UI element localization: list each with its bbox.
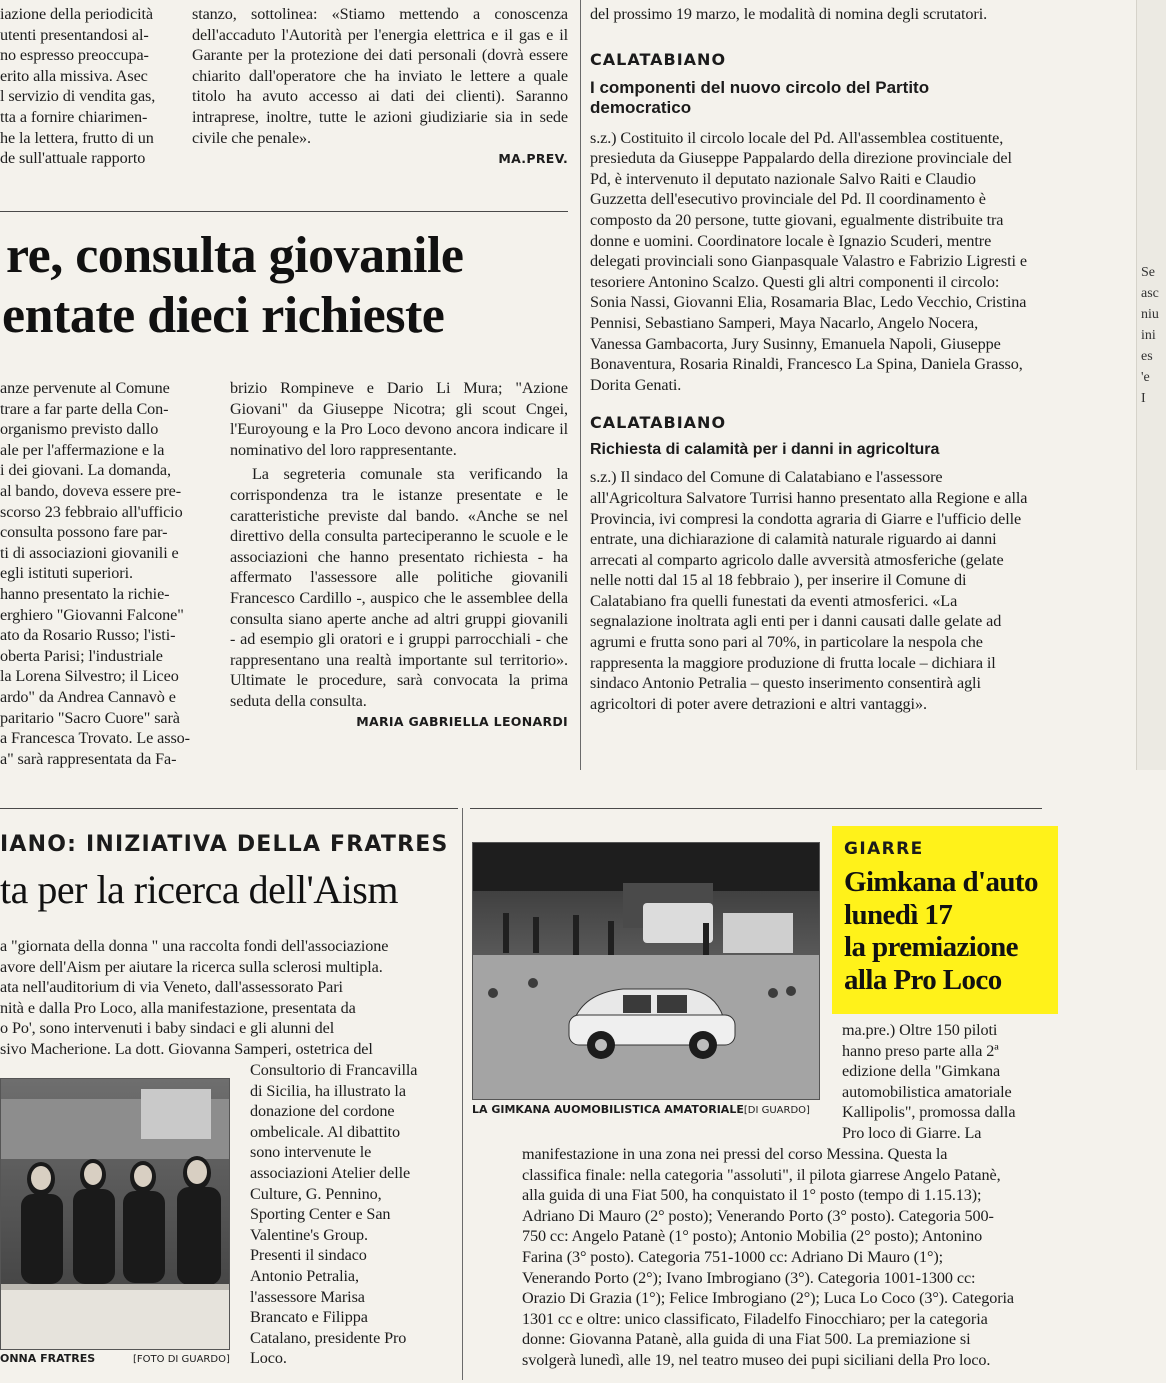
edge-fragment: 'e xyxy=(1141,370,1150,385)
text-line: Kallipolis", promossa dalla xyxy=(842,1103,1016,1122)
text-line: Presenti il sindaco xyxy=(250,1246,367,1265)
gimkana-headline-box xyxy=(832,826,1058,1014)
text-line: Pro loco di Giarre. La xyxy=(842,1123,982,1142)
text-line: a Francesca Trovato. Le asso- xyxy=(0,729,190,748)
text-line: organismo previsto dallo xyxy=(0,420,159,439)
top-divider xyxy=(0,211,568,212)
gimkana-kicker: GIARRE xyxy=(844,839,924,859)
edge-fragment: es xyxy=(1141,349,1153,364)
consulta-headline-line1: re, consulta giovanile xyxy=(6,227,464,284)
text-line: Culture, G. Pennino, xyxy=(250,1184,382,1203)
top-col2-signature: MA.PREV. xyxy=(498,151,568,167)
text-line: egli istituti superiori. xyxy=(0,564,133,583)
text-line: ombelicale. Al dibattito xyxy=(250,1122,400,1141)
text-line: 1301 cc e oltre: unico classificato, Filadelfo Finocchiaro; per la categoria xyxy=(522,1309,988,1328)
text-line: oberta Parisi; l'industriale xyxy=(0,646,163,665)
right-intro-text: del prossimo 19 marzo, le modalità di nomina degli scrutatori. xyxy=(590,5,988,23)
text-line: consulta possono fare par- xyxy=(0,523,168,542)
text-line: classifica finale: nella categoria "assoluti", il pilota giarrese Angelo Patanè, xyxy=(522,1165,1001,1184)
text-line: sivo Macherione. La dott. Giovanna Samperi, ostetrica del xyxy=(0,1039,373,1058)
gimkana-headline-line: Gimkana d'auto xyxy=(844,866,1038,898)
text-line: Catalano, presidente Pro xyxy=(250,1328,407,1347)
text-line: avore dell'Aism per aiutare la ricerca sulla sclerosi multipla. xyxy=(0,957,383,976)
top-col2-text: stanzo, sottolinea: «Stiamo mettendo a conoscenza dell'accaduto l'Autorità per l'energia elettrica e il gas e il Garante per la protezione dei dati personali (dovrà essere chiarito dall'operatore che ha inviato le lettere a quale titolo ha avuto accesso ai dati dei clienti). Saranno intraprese, inoltre, tutte le azioni giudiziarie sia in sede civile che penale». xyxy=(192,5,568,147)
text-line: svolgerà lunedì, alle 19, nel teatro museo dei pupi siciliani della Pro loco. xyxy=(522,1350,991,1369)
gimkana-photo xyxy=(472,842,820,1100)
text-line: scorso 23 febbraio all'ufficio xyxy=(0,502,183,521)
text-line: ato da Rosario Russo; l'isti- xyxy=(0,626,176,645)
edge-fragment: asc xyxy=(1141,286,1159,301)
text-line: al bando, doveva essere pre- xyxy=(0,481,182,500)
text-line: associazioni Atelier delle xyxy=(250,1163,411,1182)
fratres-photo-image xyxy=(1,1079,229,1349)
pd-text: s.z.) Costituito il circolo locale del Pd. All'assemblea costituente, presieduta da Giuseppe Pappalardo della direzione provinciale del Pd, è intervenuto il deputato nazionale Salvo Raiti e Claudio Guzzetta dell'esecutivo provinciale del Pd. Il coordinamento è composto da 20 persone, tutte giovani, egualmente distribuite tra donne e uomini. Coordinatore locale è Ignazio Scuderi, mentre delegati provinciali sono Gianpasquale Valastro e Fabrizio Ligresti e tesoriere Antonino Scalzo. Questi gli altri componenti il circolo: Sonia Nassi, Giovanni Elia, Rosamaria Blac, Ledo Vecchio, Cristina Pennisi, Sebastiano Samperi, Maya Nacarlo, Angelo Nocera, Vanessa Gambacorta, Jury Susinny, Emanuela Napoli, Giuseppe Bonaventura, Rosaria Rinaldi, Francesco La Spina, Daniela Grasso, Dorita Genati. xyxy=(590,128,1027,394)
calamita-text: s.z.) Il sindaco del Comune di Calatabiano e l'assessore all'Agricoltura Salvatore Turrisi hanno presentato alla Regione e alla Provincia, ivi compresi la condotta agraria di Giarre e l'ufficio delle entrate, una dichiarazione di calamità naturale riguardo ai danni arrecati al comparto agricolo dalle avversità atmosferiche (gelate nelle notti dal 15 al 18 febbraio ), per inserire il Comune di Calatabiano fra quelli funestati da eventi atmosferici. «La segnalazione inoltrata agli enti per i danni causati dalle gelate ad agrumi e frutta sono pari al 70%, in particolare la nespola che rappresenta la maggiore produzione di frutta locale – dichiara il sindaco Antonio Petralia – questo inserimento consentirà agli agricoltori di poter avere detrazioni e altri vantaggi». xyxy=(590,468,1028,713)
text-line: hanno presentato la richie- xyxy=(0,584,170,603)
text-line: paritario "Sacro Cuore" sarà xyxy=(0,708,180,727)
fratres-photo xyxy=(0,1078,230,1350)
text-line: Valentine's Group. xyxy=(250,1225,369,1244)
fratres-text-full xyxy=(0,936,458,1060)
edge-fragment: ini xyxy=(1141,328,1156,343)
text-line: sono intervenute le xyxy=(250,1143,372,1162)
top-col2-article xyxy=(192,4,568,166)
gimkana-headline-line: lunedì 17 xyxy=(844,898,953,931)
bottom-divider xyxy=(0,808,458,809)
gimkana-caption-credit: [DI GUARDO] xyxy=(743,1105,810,1116)
text-line: Brancato e Filippa xyxy=(250,1308,368,1327)
gimkana-headline xyxy=(844,866,1038,996)
text-line: he la lettera, frutto di un xyxy=(0,128,154,147)
consulta-headline-line2: entate dieci richieste xyxy=(2,287,445,344)
text-line: hanno preso parte alla 2ª xyxy=(842,1041,999,1060)
text-line: trare a far parte della Con- xyxy=(0,399,169,418)
consulta-col2-para1: brizio Rompineve e Dario Li Mura; "Azione Giovani" da Giuseppe Nicotra; gli scout Cngei, l'Euroyoung e la Pro Loco devono ancora indicare il nominativo del loro rappresentante. xyxy=(230,379,568,459)
edge-fragment: I xyxy=(1141,391,1146,406)
text-line: Antonio Petralia, xyxy=(250,1266,359,1285)
consulta-headline xyxy=(0,226,568,346)
text-line: erghiero "Giovanni Falcone" xyxy=(0,605,184,624)
gimkana-photo-image xyxy=(473,843,819,1099)
text-line: ale per l'affermazione e la xyxy=(0,440,165,459)
text-line: iazione della periodicità xyxy=(0,5,154,23)
text-line: di Sicilia, ha illustrato la xyxy=(250,1081,406,1100)
text-line: nità e dalla Pro Loco, alla manifestazione, presentata da xyxy=(0,998,356,1017)
text-line: ata nell'auditorium di via Veneto, dall'assessorato Pari xyxy=(0,978,343,997)
text-line: la Lorena Silvestro; il Liceo xyxy=(0,667,179,686)
consulta-signature: MARIA GABRIELLA LEONARDI xyxy=(356,713,568,729)
fratres-caption-text: ONNA FRATRES xyxy=(0,1352,96,1365)
text-line: a "giornata della donna " una raccolta fondi dell'associazione xyxy=(0,937,389,955)
consulta-col2-para2: La segreteria comunale sta verificando la corrispondenza tra le istanze presentate e le caratteristiche previste dal bando. «Anche se nel direttivo della consulta parteciperanno le scuole e le associazioni che hanno presentato richiesta - ha affermato l'assessore alle politiche giovanili Francesco Cardillo -, auspico che le assemblee della consulta siano aperte anche ad altri gruppi giovanili - ad esempio gli oratori e i gruppi parrocchiali - che rappresentano una realtà importante sul territorio». Ultimate le procedure, sarà convocata la prima seduta della consulta. xyxy=(230,465,568,710)
text-line: de sull'attuale rapporto xyxy=(0,149,146,168)
text-line: donazione del cordone xyxy=(250,1102,395,1121)
fratres-text-narrow xyxy=(250,1060,460,1369)
top-col1-text xyxy=(0,4,172,169)
calamita-title: Richiesta di calamità per i danni in agricoltura xyxy=(590,441,940,459)
torn-edge xyxy=(1136,0,1166,770)
text-line: anze pervenute al Comune xyxy=(0,379,170,397)
text-line: tta a fornire chiarimen- xyxy=(0,107,148,126)
gimkana-caption-text: LA GIMKANA AUOMOBILISTICA AMATORIALE xyxy=(472,1103,744,1116)
text-line: Adriano Di Mauro (2° posto); Venerando Porto (3° posto). Categoria 500- xyxy=(522,1206,994,1225)
bottom-divider-right xyxy=(470,808,1042,809)
text-line: Orazio Di Grazia (1°); Felice Imbrogiano (2°); Luca Lo Coco (3°). Categoria xyxy=(522,1289,1014,1308)
text-line: i dei giovani. La domanda, xyxy=(0,461,171,480)
text-line: 750 cc: Angelo Patanè (1° posto); Antonio Mobilia (2° posto); Antonino xyxy=(522,1227,983,1246)
fratres-caption-credit: [FOTO DI GUARDO] xyxy=(133,1354,230,1365)
gimkana-text-wide xyxy=(522,1144,1042,1371)
text-line: l'assessore Marisa xyxy=(250,1287,365,1306)
text-line: alla guida di una Fiat 500, ha conquistato il 1° posto (tempo di 1.15.13); xyxy=(522,1186,982,1205)
consulta-col1-text xyxy=(0,378,210,769)
edge-fragment: Se xyxy=(1141,265,1155,280)
gimkana-headline-line: la premiazione xyxy=(844,931,1018,963)
text-line: ti di associazioni giovanili e xyxy=(0,543,179,562)
pd-kicker: CALATABIANO xyxy=(590,49,727,69)
fratres-caption xyxy=(0,1352,230,1365)
text-line: o Po', sono intervenuti i baby sindaci e gli alunni del xyxy=(0,1019,335,1038)
text-line: edizione della "Gimkana xyxy=(842,1062,1001,1081)
text-line: utenti presentandosi al- xyxy=(0,25,149,44)
text-line: Consultorio di Francavilla xyxy=(250,1061,418,1079)
text-line: ardo" da Andrea Cannavò e xyxy=(0,687,176,706)
text-line: Loco. xyxy=(250,1349,287,1368)
text-line: automobilistica amatoriale xyxy=(842,1082,1012,1101)
text-line: donne: Giovanna Patanè, alla guida di una Fiat 500. La premiazione si xyxy=(522,1330,971,1349)
text-line: Venerando Porto (2°); Ivano Imbrogiano (3°). Categoria 1001-1300 cc: xyxy=(522,1268,976,1287)
right-column xyxy=(590,4,1028,714)
text-line: no espresso preoccupa- xyxy=(0,46,149,65)
edge-fragment: niu xyxy=(1141,307,1159,322)
text-line: a" sarà rappresentata da Fa- xyxy=(0,749,177,768)
text-line: Sporting Center e San xyxy=(250,1205,391,1224)
text-line: manifestazione in una zona nei pressi del corso Messina. Questa la xyxy=(522,1145,948,1163)
fratres-headline: ta per la ricerca dell'Aism xyxy=(0,867,398,912)
text-line: erito alla missiva. Asec xyxy=(0,66,148,85)
gimkana-headline-line: alla Pro Loco xyxy=(844,963,1002,996)
calamita-kicker: CALATABIANO xyxy=(590,413,727,433)
bottom-column-divider xyxy=(462,808,463,1380)
consulta-col2-article xyxy=(230,378,568,729)
text-line: l servizio di vendita gas, xyxy=(0,87,156,106)
pd-title: I componenti del nuovo circolo del Partito democratico xyxy=(590,77,930,117)
fratres-kicker: IANO: INIZIATIVA DELLA FRATRES xyxy=(0,832,449,857)
gimkana-caption xyxy=(472,1103,810,1116)
text-line: Farina (3° posto). Categoria 751-1000 cc: Adriano Di Mauro (1°); xyxy=(522,1247,944,1266)
gimkana-text-narrow xyxy=(842,1020,1038,1144)
column-divider xyxy=(580,0,581,770)
edge-fragments xyxy=(1141,262,1159,409)
text-line: ma.pre.) Oltre 150 piloti xyxy=(842,1021,998,1039)
